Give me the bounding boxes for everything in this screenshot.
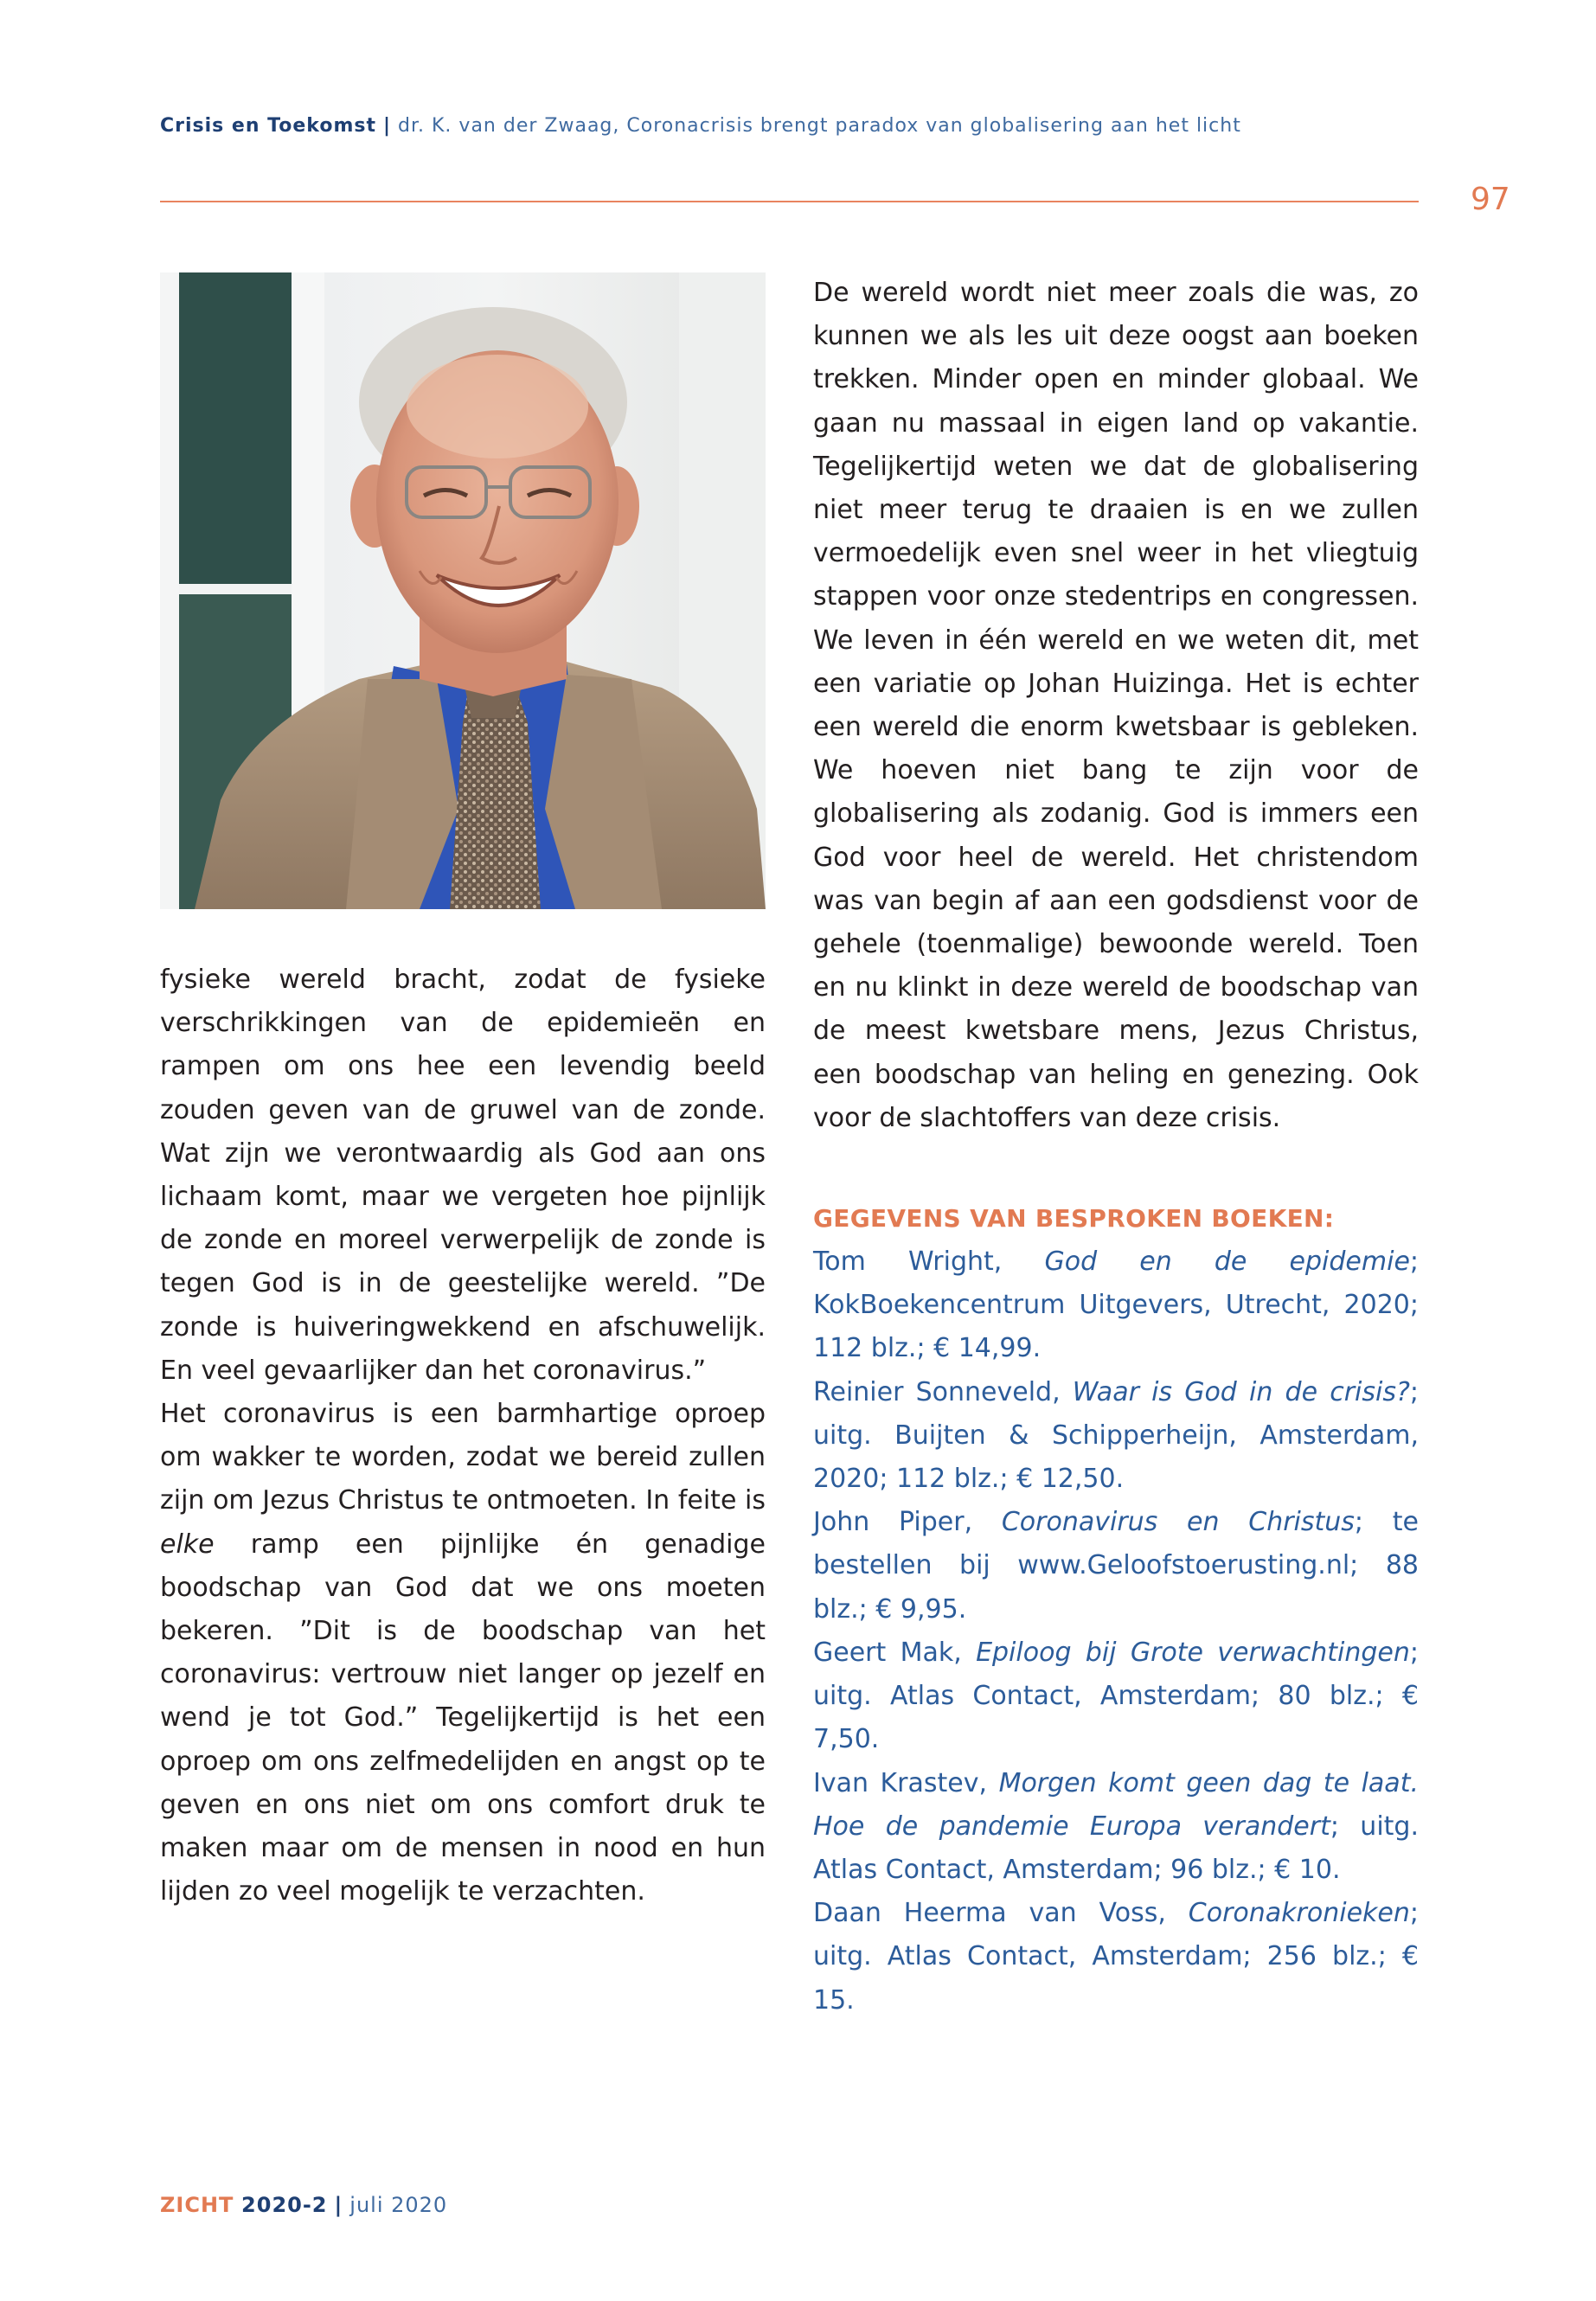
book-author: Geert Mak, xyxy=(813,1637,977,1668)
book-details: ; uitg. Atlas Contact, Amsterdam; 96 blz.; € 10. xyxy=(813,1811,1419,1885)
left-column xyxy=(160,958,766,1913)
book-details: ; te bestellen bij www.Geloofstoerusting.nl; 88 blz.; € 9,95. xyxy=(813,1507,1419,1625)
book-details: ; uitg. Buijten & Schipperheijn, Amsterdam, 2020; 112 blz.; € 12,50. xyxy=(813,1376,1419,1495)
book-entry xyxy=(813,1892,1419,2022)
book-title: God en de epidemie xyxy=(1044,1247,1410,1278)
book-entry xyxy=(813,1371,1419,1502)
text-run: ramp een pijnlijke én genadige boodschap van God dat we ons moeten bekeren. ”Dit is de boodschap van het coronavirus: vertrouw niet langer op jezelf en wend je tot God.” Tegelijkertijd is het een oproep om ons zelfmedelijden en angst op te geven en ons niet om ons comfort druk te maken maar om de mensen in nood en hun lijden zo veel mogelijk te verzachten. xyxy=(160,1529,766,1907)
body-paragraph: fysieke wereld bracht, zodat de fysieke verschrikkingen van de epidemieën en rampen om ons hee een levendig beeld zouden geven van de gruwel van de zonde. Wat zijn we verontwaardig als God aan ons lichaam komt, maar we vergeten hoe pijnlijk de zonde en moreel verwerpelijk de zonde is tegen God is in de geestelijke wereld. ”De zonde is huiveringwekkend en afschuwelijk. En veel gevaarlijker dan het coronavirus.” xyxy=(160,965,766,1386)
footer-date: juli 2020 xyxy=(349,2193,448,2217)
book-entry xyxy=(813,1762,1419,1893)
body-paragraph xyxy=(160,1393,766,1913)
header-rule xyxy=(160,201,1419,202)
header-section: Crisis en Toekomst xyxy=(160,115,376,137)
running-header xyxy=(160,115,1241,137)
right-column xyxy=(813,272,1419,2022)
book-author: Daan Heerma van Voss, xyxy=(813,1898,1189,1929)
page-number: 97 xyxy=(1471,182,1510,217)
book-title: Morgen komt geen dag te laat. Hoe de pandemie Europa verandert xyxy=(813,1767,1419,1842)
running-footer xyxy=(160,2193,447,2217)
emphasis: elke xyxy=(160,1529,215,1560)
header-subtitle: dr. K. van der Zwaag, Coronacrisis brengt paradox van globalisering aan het licht xyxy=(398,115,1241,137)
book-details: ; uitg. Atlas Contact, Amsterdam; 256 blz.; € 15. xyxy=(813,1898,1419,2016)
author-photo xyxy=(160,272,766,909)
text-run: Het coronavirus is een barmhartige oproep om wakker te worden, zodat we bereid zullen zijn om Jezus Christus te ontmoeten. In feite is xyxy=(160,1399,766,1516)
book-author: John Piper, xyxy=(813,1507,1002,1538)
book-entry xyxy=(813,1240,1419,1371)
book-author: Reinier Sonneveld, xyxy=(813,1376,1073,1407)
book-title: Waar is God in de crisis? xyxy=(1072,1376,1410,1407)
book-entry xyxy=(813,1631,1419,1762)
body-paragraph: De wereld wordt niet meer zoals die was, zo kunnen we als les uit deze oogst aan boeken trekken. Minder open en minder globaal. We gaan nu massaal in eigen land op vakantie. Tegelijkertijd weten we dat de globalisering niet meer terug te draaien is en we zullen vermoedelijk even snel weer in het vliegtuig stappen voor onze stedentrips en congressen. We leven in één wereld en we weten dit, met een variatie op Johan Huizinga. Het is echter een wereld die enorm kwetsbaar is gebleken. We hoeven niet bang te zijn voor de globalisering als zodanig. God is immers een God voor heel de wereld. Het christendom was van begin af aan een godsdienst voor de gehele (toenmalige) bewoonde wereld. Toen en nu klinkt in deze wereld de boodschap van de meest kwetsbare mens, Jezus Christus, een boodschap van heling en genezing. Ook voor de slachtoffers van deze crisis. xyxy=(813,278,1419,1133)
header-separator: | xyxy=(382,115,392,137)
books-list xyxy=(813,1240,1419,2022)
footer-separator: | xyxy=(334,2193,343,2217)
footer-brand: ZICHT xyxy=(160,2193,234,2217)
book-details: ; uitg. Atlas Contact, Amsterdam; 80 blz.; € 7,50. xyxy=(813,1637,1419,1755)
book-title: Coronavirus en Christus xyxy=(1001,1507,1355,1538)
book-title: Epiloog bij Grote verwachtingen xyxy=(976,1637,1410,1668)
book-entry xyxy=(813,1501,1419,1631)
footer-issue: 2020-2 xyxy=(241,2193,328,2217)
book-author: Tom Wright, xyxy=(813,1247,1045,1278)
books-heading: GEGEVENS VAN BESPROKEN BOEKEN: xyxy=(813,1204,1335,1234)
portrait-illustration xyxy=(160,272,766,909)
book-author: Ivan Krastev, xyxy=(813,1767,999,1798)
book-title: Coronakronieken xyxy=(1188,1898,1410,1929)
book-details: ; KokBoekencentrum Uitgevers, Utrecht, 2020; 112 blz.; € 14,99. xyxy=(813,1247,1420,1364)
